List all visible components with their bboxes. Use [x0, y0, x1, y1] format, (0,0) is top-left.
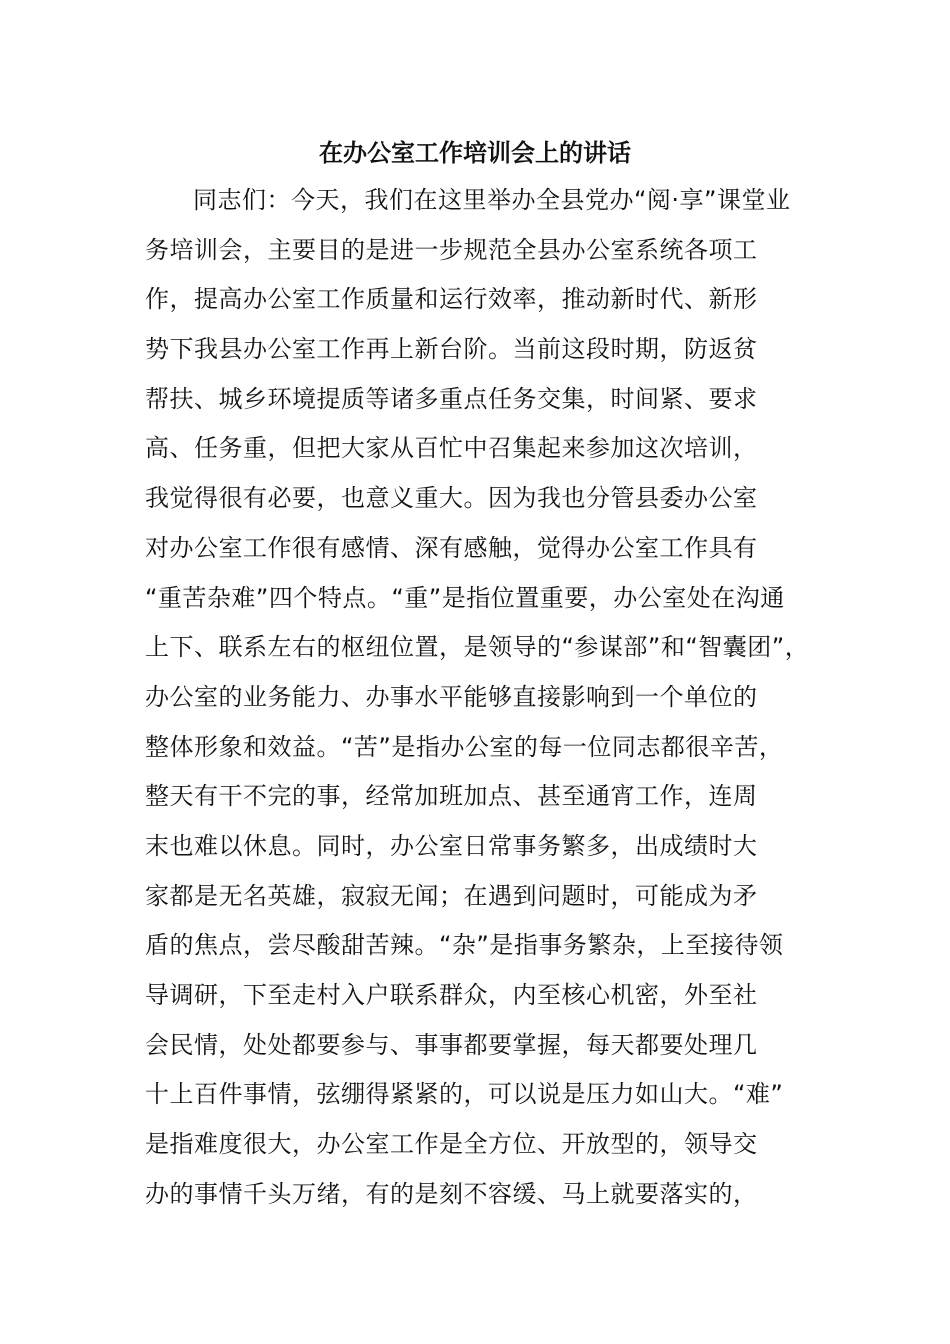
text-line: 高、任务重，但把大家从百忙中召集起来参加这次培训， [145, 434, 758, 463]
text-line: 务培训会，主要目的是进一步规范全县办公室系统各项工 [145, 235, 758, 264]
speech-body [145, 178, 825, 1221]
text-line: 作，提高办公室工作质量和运行效率，推动新时代、新形 [145, 285, 758, 314]
text-line: 办的事情千头万绪，有的是刻不容缓、马上就要落实的， [145, 1179, 758, 1208]
text-line: 整天有干不完的事，经常加班加点、甚至通宵工作，连周 [145, 782, 758, 811]
text-line: 上下、联系左右的枢纽位置，是领导的“参谋部”和“智囊团”， [145, 633, 810, 662]
text-line: 末也难以休息。同时，办公室日常事务繁多，出成绩时大 [145, 831, 758, 860]
text-line: 办公室的业务能力、办事水平能够直接影响到一个单位的 [145, 682, 758, 711]
text-line: 同志们：今天，我们在这里举办全县党办“阅·享”课堂业 [193, 186, 791, 214]
text-line: 会民情，处处都要参与、事事都要掌握，每天都要处理几 [145, 1030, 758, 1059]
text-line: 家都是无名英雄，寂寂无闻；在遇到问题时，可能成为矛 [145, 881, 758, 910]
text-line: 导调研，下至走村入户联系群众，内至核心机密，外至社 [145, 981, 758, 1009]
text-line: “重苦杂难”四个特点。“重”是指位置重要，办公室处在沟通 [145, 583, 785, 612]
text-line: 整体形象和效益。“苦”是指办公室的每一位同志都很辛苦， [145, 732, 784, 761]
text-line: 十上百件事情，弦绷得紧紧的，可以说是压力如山大。“难” [145, 1080, 784, 1109]
text-line: 是指难度很大，办公室工作是全方位、开放型的，领导交 [145, 1130, 758, 1159]
text-line: 势下我县办公室工作再上新台阶。当前这段时期，防返贫 [145, 335, 758, 364]
text-line: 帮扶、城乡环境提质等诸多重点任务交集，时间紧、要求 [145, 384, 758, 413]
document-title: 在办公室工作培训会上的讲话 [319, 139, 631, 167]
text-line: 盾的焦点，尝尽酸甜苦辣。“杂”是指事务繁杂，上至接待领 [145, 931, 784, 960]
text-line: 对办公室工作很有感情、深有感触，觉得办公室工作具有 [145, 533, 758, 562]
text-line: 我觉得很有必要，也意义重大。因为我也分管县委办公室 [145, 484, 758, 513]
